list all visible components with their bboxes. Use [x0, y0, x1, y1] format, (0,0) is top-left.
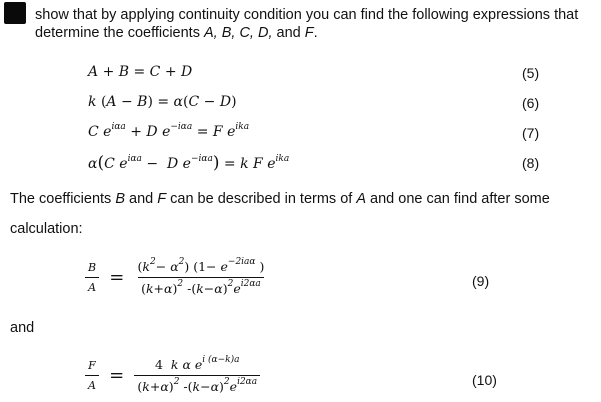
coefficients-line-1: The coefficients B and F can be described in terms of A and one can find after some [10, 191, 550, 207]
equation-number-7: (7) [522, 125, 540, 141]
equation-7: C $e^{i\alpha a} + D$ $e^{-i\alpha a} = F$ $e^{ika}$ [88, 122, 250, 140]
ratio-b-over-a: $\frac{B}{A}$ [85, 261, 99, 294]
equation-number-8: (8) [522, 155, 540, 171]
ratio-f-over-a: $\frac{F}{A}$ [85, 359, 99, 392]
and-text: and [10, 320, 35, 336]
intro-line-2: determine the coefficients A, B, C, D, and F. [35, 25, 318, 41]
coefficients-line-2: calculation: [10, 221, 83, 237]
intro-line-1: show that by applying continuity condition you can find the following expressions that [35, 7, 579, 23]
equation-8: α(C $e^{i\alpha a} - D$ $e^{-i\alpha a}) = k$ F $e^{ika}$ [88, 153, 290, 173]
equation-number-5: (5) [522, 65, 540, 81]
ratio-10-fraction: $\frac{4 k \alpha e^{i (\alpha-k)a}}{(k+\alpha)^2 -(k-\alpha)^2e^{i2\alpha a}}$ [134, 357, 260, 394]
equation-10: $\frac{F}{A}$ = $\frac{4 k \alpha e^{i (\alpha-k)a}}{(k+\alpha)^2 -(k-\alpha)^2e^{i2\alpha a}}$ [85, 357, 260, 394]
black-square-icon [4, 2, 26, 24]
coefficients-paragraph [10, 184, 550, 244]
equation-9: $\frac{B}{A}$ = $\frac{(k^2- \alpha^2) (1- e^{-2ia\alpha} )}{(k+\alpha)^2 -(k-\alpha)^2e^{i2\alpha a}}$ [85, 259, 267, 296]
ratio-9-fraction: $\frac{(k^2- \alpha^2) (1- e^{-2ia\alpha} )}{(k+\alpha)^2 -(k-\alpha)^2e^{i2\alpha a}}$ [137, 257, 265, 296]
equation-5: A + B = C + D [88, 64, 193, 80]
equation-number-6: (6) [522, 95, 540, 111]
intro-paragraph [35, 6, 578, 42]
equation-number-9: (9) [472, 273, 490, 289]
equation-6: k (A − B) = α(C − D) [88, 94, 237, 110]
equation-number-10: (10) [472, 372, 497, 388]
